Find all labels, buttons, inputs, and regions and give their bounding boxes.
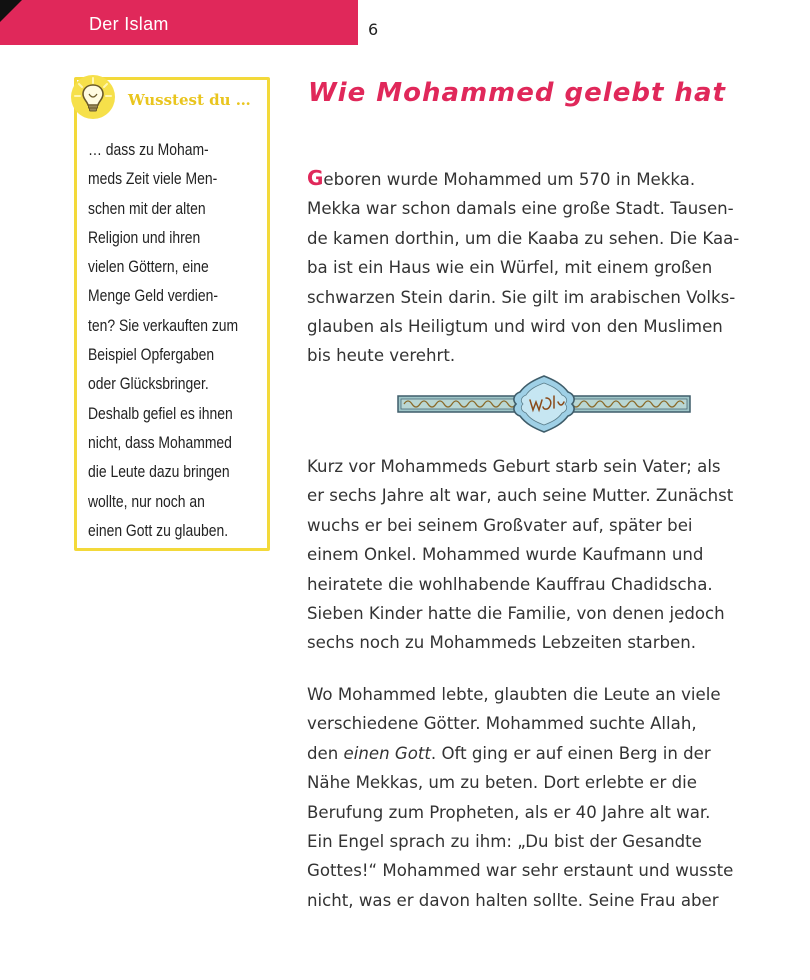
calligraphy-ornament-icon: [396, 374, 692, 434]
paragraph-line: Mekka war schon damals eine große Stadt. Tausen-: [307, 199, 734, 219]
paragraph-line: einem Onkel. Mohammed wurde Kaufmann und: [307, 545, 704, 565]
chapter-title: Der Islam: [89, 14, 169, 34]
paragraph-line: ba ist ein Haus wie ein Würfel, mit einem großen: [307, 258, 713, 278]
paragraph-line: Sieben Kinder hatte die Familie, von denen jedoch: [307, 604, 725, 624]
sidebar-line: vielen Göttern, eine: [88, 258, 209, 277]
section-heading: Wie Mohammed gelebt hat: [308, 78, 726, 108]
paragraph-line-text: den: [307, 743, 344, 763]
paragraph-line: Ein Engel sprach zu ihm: „Du bist der Gesandte: [307, 832, 702, 852]
sidebar-line: … dass zu Moham-: [88, 141, 209, 159]
sidebar-line: ten? Sie verkauften zum: [88, 316, 239, 335]
paragraph-line: er sechs Jahre alt war, auch seine Mutter. Zunächst: [307, 486, 734, 506]
paragraph-line: Berufung zum Propheten, als er 40 Jahre alt war.: [307, 802, 711, 822]
paragraph-line: verschiedene Götter. Mohammed suchte Allah,: [307, 714, 697, 734]
sidebar-line: nicht, dass Mohammed: [88, 433, 232, 452]
paragraph-childhood: [307, 452, 733, 658]
paragraph-line: bis heute verehrt.: [307, 346, 456, 366]
sidebar-line: die Leute dazu bringen: [88, 463, 230, 482]
paragraph-line: Nähe Mekkas, um zu beten. Dort erlebte er die: [307, 773, 697, 793]
sidebar-line: wollte, nur noch an: [88, 492, 205, 511]
sidebar-line: Menge Geld verdien-: [88, 287, 219, 306]
paragraph-line: Wo Mohammed lebte, glaubten die Leute an viele: [307, 685, 721, 704]
paragraph-line: de kamen dorthin, um die Kaaba zu sehen. Die Kaa-: [307, 228, 740, 248]
paragraph-line: sechs noch zu Mohammeds Lebzeiten starben.: [307, 633, 697, 653]
sidebar-line: Beispiel Opfergaben: [88, 346, 215, 365]
paragraph-line: wuchs er bei seinem Großvater auf, später bei: [307, 515, 693, 535]
paragraph-line: nicht, was er davon halten sollte. Seine Frau aber: [307, 890, 719, 910]
paragraph-calling: [307, 680, 733, 915]
sidebar-line: oder Glücksbringer.: [88, 375, 209, 394]
did-you-know-text: [88, 136, 241, 546]
paragraph-line: heiratete die wohlhabende Kauffrau Chadidscha.: [307, 574, 713, 594]
sidebar-line: einen Gott zu glauben.: [88, 521, 229, 540]
paragraph-line: schwarzen Stein darin. Sie gilt im arabischen Volks-: [307, 287, 736, 307]
sidebar-line: Deshalb gefiel es ihnen: [88, 404, 233, 423]
paragraph-line: [307, 164, 739, 194]
sidebar-line: schen mit der alten: [88, 199, 206, 218]
drop-cap: G: [307, 166, 324, 190]
page-number: 6: [368, 20, 379, 39]
paragraph-line: Kurz vor Mohammeds Geburt starb sein Vater; als: [307, 457, 721, 476]
emphasis-text: einen Gott: [343, 743, 431, 763]
header-bar: [0, 0, 358, 45]
sidebar-line: Religion und ihren: [88, 228, 201, 247]
paragraph-birth: [307, 164, 739, 371]
did-you-know-title: Wusstest du …: [128, 91, 251, 109]
lightbulb-icon: [70, 74, 116, 120]
paragraph-line-text: eboren wurde Mohammed um 570 in Mekka.: [323, 170, 696, 189]
paragraph-line: Gottes!“ Mohammed war sehr erstaunt und wusste: [307, 861, 734, 881]
sidebar-line: meds Zeit viele Men-: [88, 170, 218, 189]
header-corner: [0, 0, 22, 22]
paragraph-line-text: . Oft ging er auf einen Berg in der: [430, 743, 711, 763]
paragraph-line: [307, 739, 733, 768]
paragraph-line: glauben als Heiligtum und wird von den Muslimen: [307, 317, 723, 337]
